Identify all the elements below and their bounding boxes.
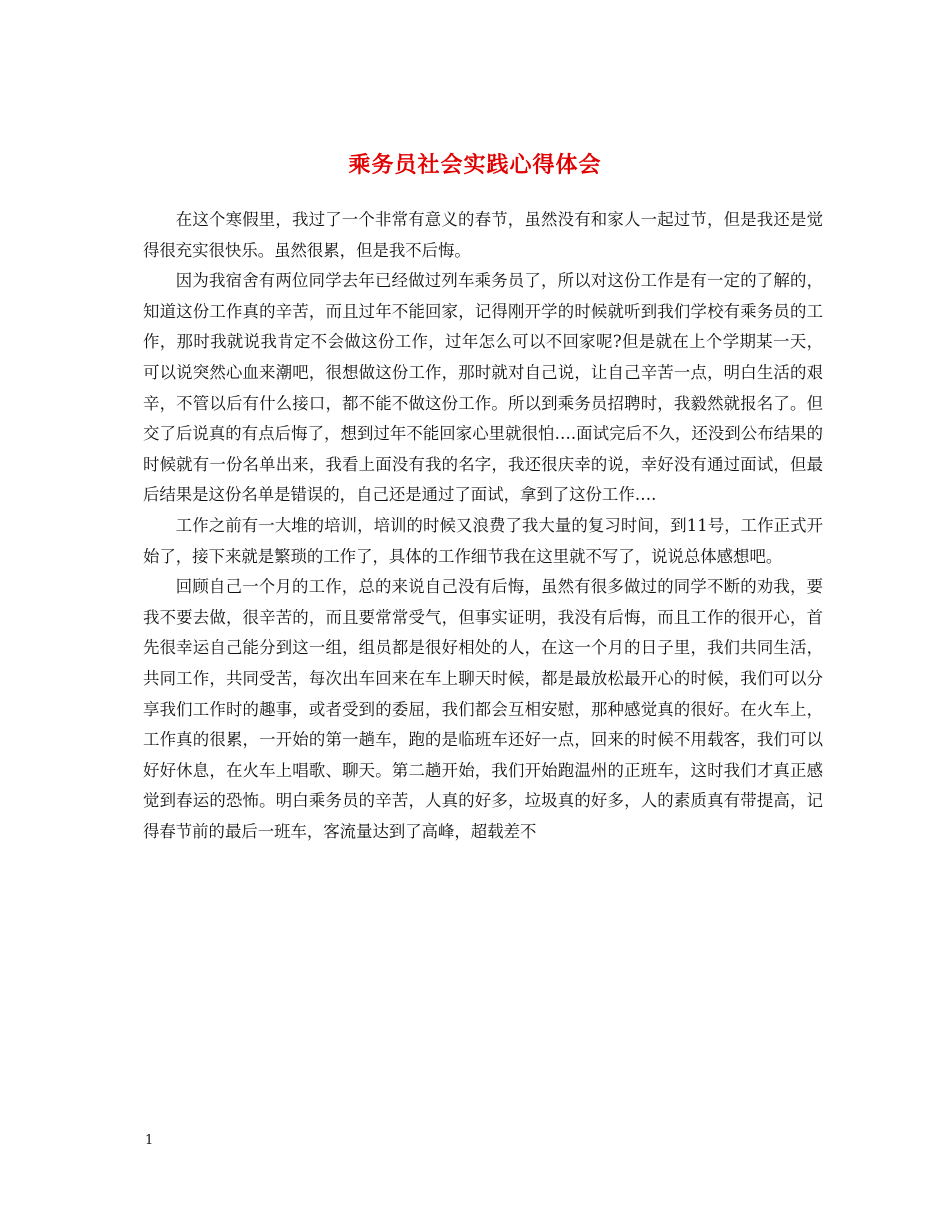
paragraph: 在这个寒假里，我过了一个非常有意义的春节，虽然没有和家人一起过节，但是我还是觉得很充实很快乐。虽然很累，但是我不后悔。 (143, 210, 823, 260)
paragraph: 因为我宿舍有两位同学去年已经做过列车乘务员了，所以对这份工作是有一定的了解的，知道这份工作真的辛苦，而且过年不能回家，记得刚开学的时候就听到我们学校有乘务员的工作，那时我就说我肯定不会做这份工作，过年怎么可以不回家呢?但是就在上个学期某一天，可以说突然心血来潮吧，很想做这份工作，那时就对自己说，让自己辛苦一点，明白生活的艰辛，不管以后有什么接口，都不能不做这份工作。所以到乘务员招聘时，我毅然就报名了。但交了后说真的有点后悔了，想到过年不能回家心里就很怕….面试完后不久，还没到公布结果的时候就有一份名单出来，我看上面没有我的名字，我还很庆幸的说，幸好没有通过面试，但最后结果是这份名单是错误的，自己还是通过了面试，拿到了这份工作…. (143, 271, 823, 505)
document-body (143, 205, 823, 847)
page-number: 1 (145, 1133, 154, 1148)
paragraph: 工作之前有一大堆的培训，培训的时候又浪费了我大量的复习时间，到11号，工作正式开始了，接下来就是繁琐的工作了，具体的工作细节我在这里就不写了，说说总体感想吧。 (143, 515, 823, 566)
paragraph: 回顾自己一个月的工作，总的来说自己没有后悔，虽然有很多做过的同学不断的劝我，要我不要去做，很辛苦的，而且要常常受气，但事实证明，我没有后悔，而且工作的很开心，首先很幸运自己能分到这一组，组员都是很好相处的人，在这一个月的日子里，我们共同生活，共同工作，共同受苦，每次出车回来在车上聊天时候，都是最放松最开心的时候，我们可以分享我们工作时的趣事，或者受到的委屈，我们都会互相安慰，那种感觉真的很好。在火车上，工作真的很累，一开始的第一趟车，跑的是临班车还好一点，回来的时候不用载客，我们可以好好休息，在火车上唱歌、聊天。第二趟开始，我们开始跑温州的正班车，这时我们才真正感觉到春运的恐怖。明白乘务员的辛苦，人真的好多，垃圾真的好多，人的素质真有带提高，记得春节前的最后一班车，客流量达到了高峰，超载差不 (143, 577, 823, 841)
document-title: 乘务员社会实践心得体会 (348, 151, 602, 178)
